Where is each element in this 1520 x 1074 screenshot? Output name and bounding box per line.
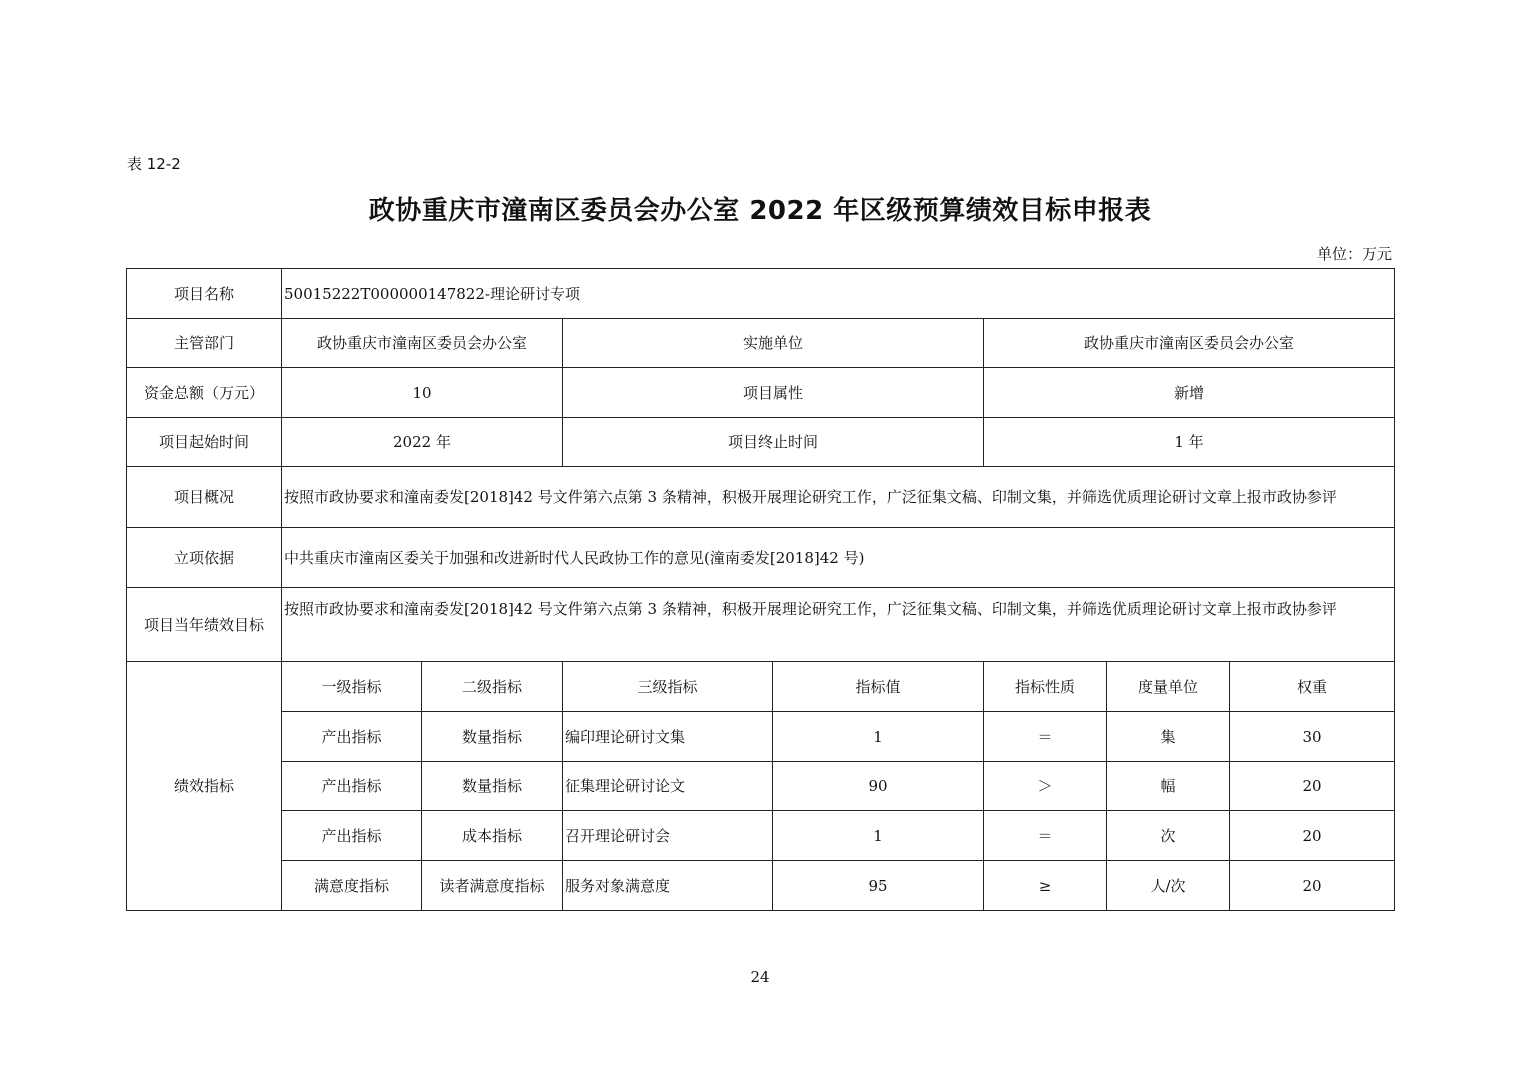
impl-value: 政协重庆市潼南区委员会办公室 [984,319,1395,368]
goal-label: 项目当年绩效目标 [127,588,282,662]
weight-cell: 20 [1230,861,1395,911]
level2-cell: 数量指标 [422,762,563,811]
nature-cell: ≥ [984,861,1107,911]
level3-cell: 服务对象满意度 [563,861,773,911]
value-cell: 1 [773,811,984,861]
header-level1: 一级指标 [282,662,422,712]
nature-cell: ＞ [984,762,1107,811]
level3-cell: 编印理论研讨文集 [563,712,773,762]
budget-performance-table [126,268,1395,911]
level1-cell: 满意度指标 [282,861,422,911]
value-cell: 1 [773,712,984,762]
level1-cell: 产出指标 [282,762,422,811]
value-cell: 95 [773,861,984,911]
unit-cell: 幅 [1107,762,1230,811]
overview-value: 按照市政协要求和潼南委发[2018]42 号文件第六点第 3 条精神，积极开展理论研究工作，广泛征集文稿、印制文集，并筛选优质理论研讨文章上报市政协参评 [282,467,1395,528]
impl-label: 实施单位 [563,319,984,368]
basis-label: 立项依据 [127,528,282,588]
attr-label: 项目属性 [563,368,984,418]
row-overview [127,467,1395,528]
indicator-header-row [127,662,1395,712]
indicator-row [127,811,1395,861]
level2-cell: 成本指标 [422,811,563,861]
indicators-section-label: 绩效指标 [127,662,282,911]
dept-label: 主管部门 [127,319,282,368]
row-annual-goal [127,588,1395,662]
page-number: 24 [750,968,770,986]
attr-value: 新增 [984,368,1395,418]
indicator-row [127,712,1395,762]
funds-label: 资金总额（万元） [127,368,282,418]
unit-label: 单位：万元 [1316,245,1392,263]
level3-cell: 征集理论研讨论文 [563,762,773,811]
project-name-label: 项目名称 [127,269,282,319]
weight-cell: 20 [1230,811,1395,861]
row-project-name [127,269,1395,319]
end-label: 项目终止时间 [563,418,984,467]
value-cell: 90 [773,762,984,811]
header-level2: 二级指标 [422,662,563,712]
header-level3: 三级指标 [563,662,773,712]
indicator-row [127,861,1395,911]
row-time [127,418,1395,467]
dept-value: 政协重庆市潼南区委员会办公室 [282,319,563,368]
nature-cell: ＝ [984,811,1107,861]
row-department [127,319,1395,368]
level1-cell: 产出指标 [282,811,422,861]
row-basis [127,528,1395,588]
level1-cell: 产出指标 [282,712,422,762]
document-title: 政协重庆市潼南区委员会办公室 2022 年区级预算绩效目标申报表 [368,196,1152,226]
indicator-row [127,762,1395,811]
basis-value: 中共重庆市潼南区委关于加强和改进新时代人民政协工作的意见(潼南委发[2018]42 号) [282,528,1395,588]
header-nature: 指标性质 [984,662,1107,712]
level2-cell: 数量指标 [422,712,563,762]
funds-value: 10 [282,368,563,418]
start-value: 2022 年 [282,418,563,467]
header-weight: 权重 [1230,662,1395,712]
nature-cell: ＝ [984,712,1107,762]
unit-cell: 次 [1107,811,1230,861]
start-label: 项目起始时间 [127,418,282,467]
level3-cell: 召开理论研讨会 [563,811,773,861]
level2-cell: 读者满意度指标 [422,861,563,911]
unit-cell: 集 [1107,712,1230,762]
unit-cell: 人/次 [1107,861,1230,911]
header-value: 指标值 [773,662,984,712]
project-name-value: 50015222T000000147822-理论研讨专项 [282,269,1395,319]
goal-value: 按照市政协要求和潼南委发[2018]42 号文件第六点第 3 条精神，积极开展理论研究工作，广泛征集文稿、印制文集，并筛选优质理论研讨文章上报市政协参评 [282,588,1395,662]
row-funds [127,368,1395,418]
table-number: 表 12-2 [127,155,181,173]
weight-cell: 30 [1230,712,1395,762]
end-value: 1 年 [984,418,1395,467]
header-unit: 度量单位 [1107,662,1230,712]
overview-label: 项目概况 [127,467,282,528]
weight-cell: 20 [1230,762,1395,811]
